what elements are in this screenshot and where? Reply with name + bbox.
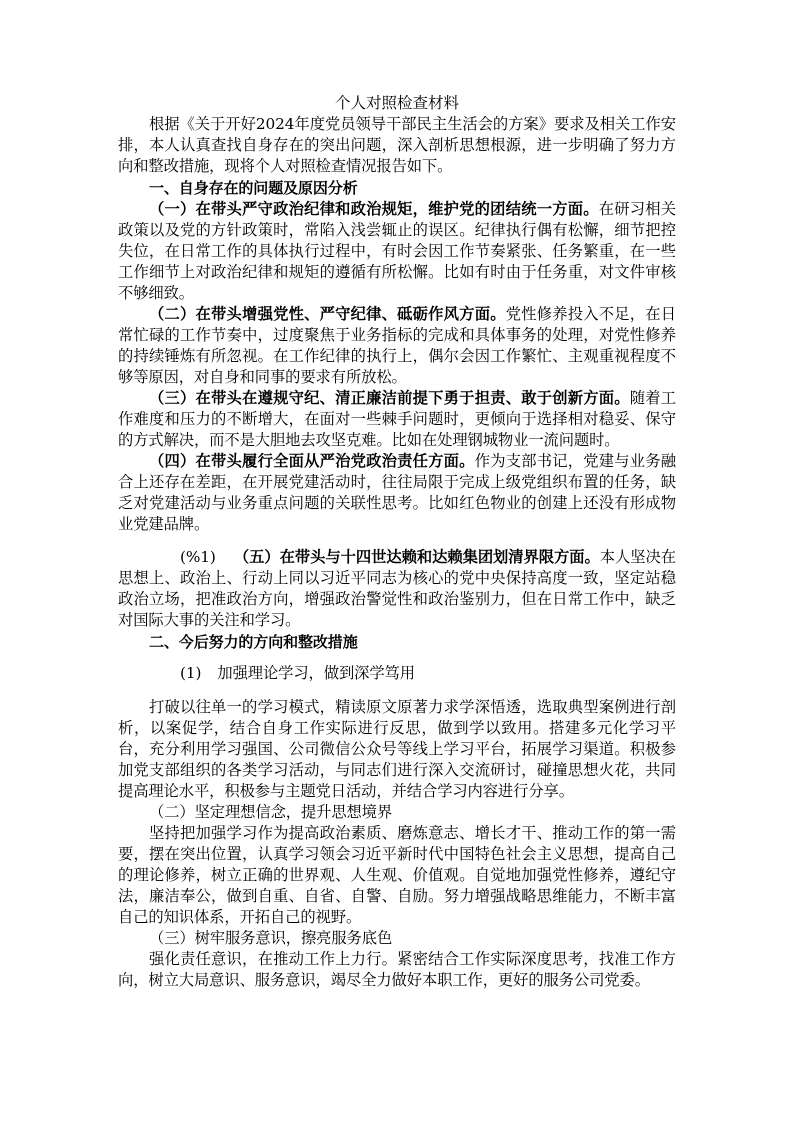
document-title: 个人对照检查材料 — [334, 94, 459, 112]
section1-heading: 一、自身存在的问题及原因分析 — [149, 179, 358, 197]
document-page — [118, 92, 676, 991]
item-lead: （一）在带头严守政治纪律和政治规矩，维护党的团结统一方面。 — [149, 200, 599, 218]
item-lead: （三）在带头在遵规守纪、清正廉洁前提下勇于担责、敢于创新方面。 — [149, 389, 630, 407]
section2-item3-body: 强化责任意识，在推动工作上力行。紧密结合工作实际深度思考，找准工作方向，树立大局意识、服务意识，竭尽全力做好本职工作，更好的服务公司党委。 — [118, 950, 676, 989]
item-body: 作为支部书记，党建与业务融合上还存在差距，在开展党建活动时，往往局限于完成上级党组织布置的任务，缺乏对党建活动与业务重点问题的关联性思考。比如红色物业的创建上还没有形成物业党建品牌。 — [118, 452, 677, 533]
item-body: 在研习相关政策以及党的方针政策时，常陷入浅尝辄止的误区。纪律执行偶有松懈，细节把控失位，在日常工作的具体执行过程中，有时会因工作节奏紧张、任务繁重，在一些工作细节上对政治纪律和规矩的遵循有所松懈。比如有时由于任务重，对文件审核不够细致。 — [118, 200, 676, 302]
section2-item2-heading: （二）坚定理想信念，提升思想境界 — [149, 803, 393, 821]
item-lead: （五）在带头与十四世达赖和达赖集团划清界限方面。 — [233, 548, 600, 566]
list-marker: (1) — [180, 664, 202, 682]
intro-paragraph: 根据《关于开好2024年度党员领导干部民主生活会的方案》要求及相关工作安排，本人认真查找自身存在的突出问题，深入剖析思想根源，进一步明确了努力方向和整改措施，现将个人对照检查情况报告如下。 — [118, 115, 676, 175]
section2-item1-heading — [118, 663, 676, 684]
section1-item5 — [118, 547, 676, 631]
item-body: 随着工作难度和压力的不断增大，在面对一些棘手问题时，更倾向于选择相对稳妥、保守的方式解决，而不是大胆地去攻坚克难。比如在处理钢城物业一流问题时。 — [118, 389, 676, 449]
section2-item2-body: 坚持把加强学习作为提高政治素质、磨炼意志、增长才干、推动工作的第一需要，摆在突出位置，认真学习领会习近平新时代中国特色社会主义思想，提高自己的理论修养，树立正确的世界观、人生观、价值观。自觉地加强党性修养，遵纪守法，廉洁奉公，做到自重、自省、自警、自励。努力增强战略思维能力，不断丰富自己的知识体系，开拓自己的视野。 — [118, 824, 676, 926]
section1-item4 — [118, 451, 676, 535]
item-heading-text: 加强理论学习，做到深学笃用 — [217, 664, 415, 682]
section1-item1 — [118, 199, 676, 304]
item-lead: （二）在带头增强党性、严守纪律、砥砺作风方面。 — [149, 305, 506, 323]
section2-item1-body: 打破以往单一的学习模式，精读原文原著力求学深悟透，选取典型案例进行剖析，以案促学，结合自身工作实际进行反思，做到学以致用。搭建多元化学习平台，充分利用学习强国、公司微信公众号等线上学习平台，拓展学习渠道。积极参加党支部组织的各类学习活动，与同志们进行深入交流研讨，碰撞思想火花，共同提高理论水平，积极参与主题党日活动，并结合学习内容进行分享。 — [118, 698, 676, 800]
list-marker: (%1) — [180, 548, 216, 566]
section2-heading: 二、今后努力的方向和整改措施 — [149, 633, 358, 651]
item-body: 党性修养投入不足，在日常忙碌的工作节奏中，过度聚焦于业务指标的完成和具体事务的处理，对党性修养的持续锤炼有所忽视。在工作纪律的执行上，偶尔会因工作繁忙、主观重视程度不够等原因，对自身和同事的要求有所放松。 — [118, 305, 677, 386]
section1-item2 — [118, 304, 676, 388]
section1-item3 — [118, 388, 676, 451]
item-lead: （四）在带头履行全面从严治党政治责任方面。 — [149, 452, 475, 470]
item-body: 本人坚决在思想上、政治上、行动上同以习近平同志为核心的党中央保持高度一致，坚定站稳政治立场，把准政治方向，增强政治警觉性和政治鉴别力，但在日常工作中，缺乏对国际大事的关注和学习。 — [118, 548, 676, 629]
section2-item3-heading: （三）树牢服务意识，擦亮服务底色 — [149, 929, 393, 947]
